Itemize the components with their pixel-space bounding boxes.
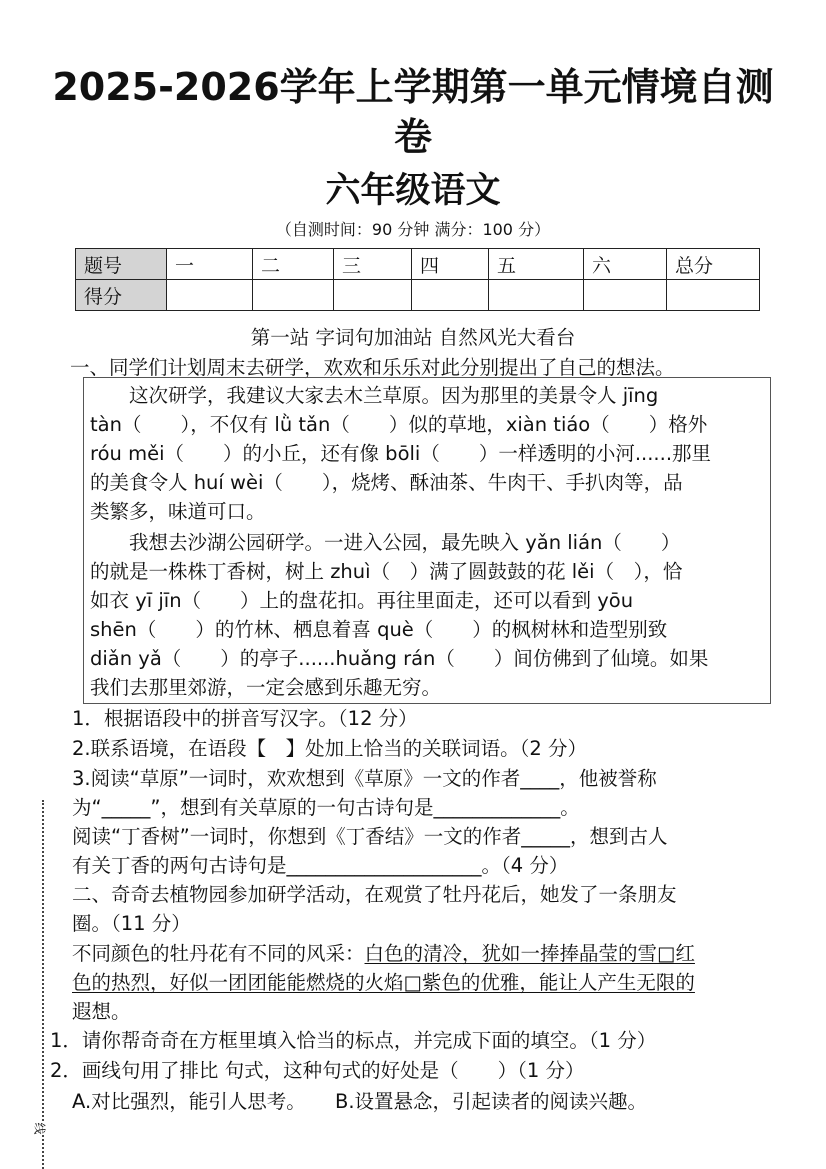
passage-line: diǎn yǎ（ ）的亭子......huǎng rán（ ）间仿佛到了仙境。如果 (90, 647, 709, 670)
table-cell: 三 (334, 249, 412, 280)
passage-line: 这次研学，我建议大家去木兰草原。因为那里的美景令人 jīng (90, 384, 659, 407)
passage-line: róu měi（ ）的小丘，还有像 bōli（ ）一样透明的小河......那里 (90, 442, 712, 465)
binding-dotted-line (42, 800, 44, 1169)
passage-line: 如衣 yī jīn（ ）上的盘花扣。再往里面走，还可以看到 yōu (90, 589, 634, 612)
exam-title-cont: 卷 (393, 115, 432, 159)
question-2-2-options: A.对比强烈，能引人思考。 B.设置悬念，引起读者的阅读兴趣。 (72, 1090, 648, 1113)
score-cell[interactable] (584, 280, 667, 311)
score-cell[interactable] (667, 280, 760, 311)
score-cell[interactable] (253, 280, 334, 311)
passage-line: tàn（ ），不仅有 lǜ tǎn（ ）似的草地，xiàn tiáo（ ）格外 (90, 413, 708, 436)
score-cell[interactable] (167, 280, 253, 311)
section-title: 第一站 字词句加油站 自然风光大看台 (250, 326, 576, 349)
question-2-text (72, 939, 695, 968)
passage-line: 类繁多，味道可口。 (90, 500, 266, 523)
table-cell: 二 (253, 249, 334, 280)
table-cell: 四 (412, 249, 489, 280)
score-cell[interactable] (412, 280, 489, 311)
subject-title: 六年级语文 (325, 171, 501, 211)
table-cell: 五 (489, 249, 584, 280)
passage-line: 我们去那里郊游，一定会感到乐趣无穷。 (90, 676, 442, 699)
text-plain: 不同颜色的牡丹花有不同的风采： (72, 942, 365, 965)
question-1-3-line: 阅读“丁香树”一词时，你想到《丁香结》一文的作者_____，想到古人 (72, 825, 668, 848)
question-2-intro: 二、奇奇去植物园参加研学活动，在观赏了牡丹花后，她发了一条朋友 (72, 883, 677, 906)
score-cell[interactable] (334, 280, 412, 311)
passage-line: 的美食令人 huí wèi（ ），烧烤、酥油茶、牛肉干、手扒肉等，品 (90, 471, 683, 494)
exam-info: （自测时间：90 分钟 满分：100 分） (275, 220, 551, 239)
passage-line: 的就是一株株丁香树，树上 zhuì（ ）满了圆鼓鼓的花 lěi（ ），恰 (90, 560, 683, 583)
table-cell: 得分 (76, 280, 167, 311)
table-cell: 题号 (76, 249, 167, 280)
underlined-sentence: 色的热烈，好似一团团能能燃烧的火焰□紫色的优雅，能让人产生无限的 (72, 971, 695, 994)
question-1-intro: 一、同学们计划周末去研学，欢欢和乐乐对此分别提出了自己的想法。 (70, 356, 675, 379)
score-table (75, 248, 760, 311)
table-row (76, 249, 760, 280)
binding-mark: 线 (32, 1122, 47, 1135)
reading-passage-box (83, 377, 771, 704)
question-2-intro-cont: 圈。（11 分） (72, 912, 191, 935)
underlined-sentence: 白色的清冷，犹如一捧捧晶莹的雪□红 (364, 942, 695, 965)
passage-line: 我想去沙湖公园研学。一进入公园，最先映入 yǎn lián（ ） (90, 531, 681, 554)
question-2-2: 2．画线句用了排比 句式，这种句式的好处是（ ）（1 分） (50, 1059, 585, 1082)
question-1-2: 2.联系语境，在语段【 】处加上恰当的关联词语。（2 分） (72, 737, 587, 760)
table-cell: 六 (584, 249, 667, 280)
question-2-text-line (72, 968, 695, 997)
passage-line: shēn（ ）的竹林、栖息着喜 què（ ）的枫树林和造型别致 (90, 618, 668, 641)
score-cell[interactable] (489, 280, 584, 311)
question-1-3-line: 为“_____”，想到有关草原的一句古诗句是_____________。 (72, 796, 580, 819)
table-cell: 一 (167, 249, 253, 280)
exam-title: 2025-2026学年上学期第一单元情境自测 (52, 65, 774, 109)
question-2-1: 1．请你帮奇奇在方框里填入恰当的标点，并完成下面的填空。（1 分） (50, 1029, 657, 1052)
question-1-3: 3.阅读“草原”一词时，欢欢想到《草原》一文的作者____，他被誉称 (72, 767, 657, 790)
table-row (76, 280, 760, 311)
table-cell: 总分 (667, 249, 760, 280)
question-1-1: 1．根据语段中的拼音写汉字。（12 分） (72, 707, 418, 730)
question-2-text-line: 遐想。 (72, 1000, 131, 1023)
question-1-3-line: 有关丁香的两句古诗句是____________________。（4 分） (72, 854, 569, 877)
